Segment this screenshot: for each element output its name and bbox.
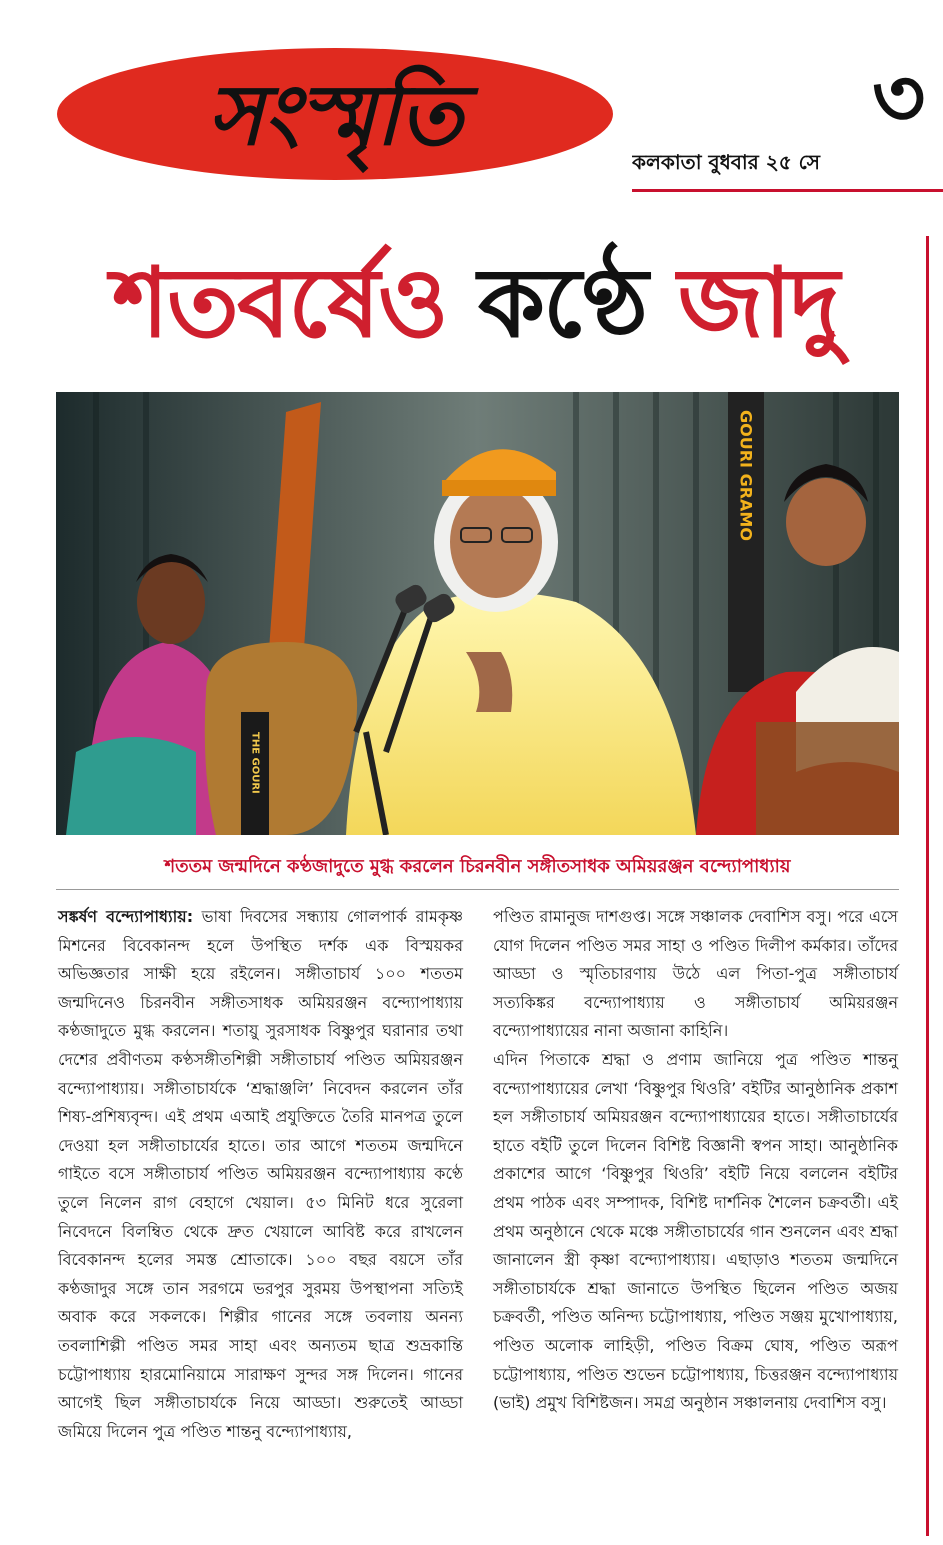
edition-date-line: কলকাতা বুধবার ২৫ সে [632,150,820,174]
article-photo [56,392,899,835]
masthead-logo-text: সংস্মৃতি [207,66,463,164]
article-paragraph-2: এদিন পিতাকে শ্রদ্ধা ও প্রণাম জানিয়ে পুত্র পণ্ডিত শান্তনু বন্দ্যোপাধ্যায়ের লেখা ‘বিষ্ণুপুর থিওরি’ বইটির আনুষ্ঠানিক প্রকাশ হল সঙ্গীতাচার্য অমিয়রঞ্জন বন্দ্যোপাধ্যায়ের হাতে। সঙ্গীতাচার্যের হাতে বইটি তুলে দিলেন বিশিষ্ট বিজ্ঞানী স্বপন সাহা। আনুষ্ঠানিক প্রকাশের আগে ‘বিষ্ণুপুর থিওরি’ বইটি নিয়ে বললেন বইটির প্রথম পাঠক এবং সম্পাদক, বিশিষ্ট দার্শনিক শৈলেন চক্রবর্তী। এই প্রথম অনুষ্ঠানে থেকে মঞ্চে সঙ্গীতাচার্যের গান শুনলেন এবং শ্রদ্ধা জানালেন স্ত্রী কৃষ্ণা বন্দ্যোপাধ্যায়। এছাড়াও শততম জন্মদিনে সঙ্গীতাচার্যকে শ্রদ্ধা জানাতে উপস্থিত ছিলেন পণ্ডিত অজয় চক্রবর্তী, পণ্ডিত অনিন্দ্য চট্টোপাধ্যায়, পণ্ডিত সঞ্জয় মুখোপাধ্যায়, পণ্ডিত অলোক লাহিড়ী, পণ্ডিত বিক্রম ঘোষ, পণ্ডিত অরূপ চট্টোপাধ্যায়, পণ্ডিত শুভেন চট্টোপাধ্যায়, চিত্তরঞ্জন বন্দ্যোপাধ্যায় (ভাই) প্রমুখ বিশিষ্টজন। সমগ্র অনুষ্ঠান সঞ্চালনায় দেবাশিস বসু। [493,1049,898,1413]
byline: সঙ্কর্ষণ বন্দ্যোপাধ্যায়: [58,907,194,926]
article-paragraph-1: পণ্ডিত রামানুজ দাশগুপ্ত। সঙ্গে সঞ্চালক দেবাশিস বসু। পরে এসে যোগ দিলেন পণ্ডিত সমর সাহা ও পণ্ডিত দিলীপ কর্মকার। তাঁদের আড্ডা ও স্মৃতিচারণায় উঠে এল পিতা-পুত্র সঙ্গীতাচার্য সত্যকিঙ্কর বন্দ্যোপাধ্যায় ও সঙ্গীতাচার্য অমিয়রঞ্জন বন্দ্যোপাধ্যায়ের নানা অজানা কাহিনি। [493,907,898,1041]
masthead-logo [55,32,615,192]
right-column-rule [926,236,929,1536]
article-column-left [58,903,463,1446]
tanpura-label: THE GOURI [249,732,261,794]
article-left-text: ভাষা দিবসের সন্ধ্যায় গোলপার্ক রামকৃষ্ণ মিশনের বিবেকানন্দ হলে উপস্থিত দর্শক এক বিস্ময়কর অভিজ্ঞতার সাক্ষী হয়ে রইলেন। সঙ্গীতাচার্য ১০০ শততম জন্মদিনেও চিরনবীন সঙ্গীতসাধক অমিয়রঞ্জন বন্দ্যোপাধ্যায় কণ্ঠজাদুতে মুগ্ধ করলেন। শতায়ু সুরসাধক বিষ্ণুপুর ঘরানার তথা দেশের প্রবীণতম কণ্ঠসঙ্গীতশিল্পী সঙ্গীতাচার্য পণ্ডিত অমিয়রঞ্জন বন্দ্যোপাধ্যায়। সঙ্গীতাচার্যকে ‘শ্রদ্ধাঞ্জলি’ নিবেদন করলেন তাঁর শিষ্য-প্রশিষ্যবৃন্দ। এই প্রথম এআই প্রযুক্তিতে তৈরি মানপত্র তুলে দেওয়া হল সঙ্গীতাচার্যের হাতে। তার আগে শততম জন্মদিনে গাইতে বসে সঙ্গীতাচার্য পণ্ডিত অমিয়রঞ্জন বন্দ্যোপাধ্যায় কণ্ঠে তুলে নিলেন রাগ বেহাগে খেয়াল। ৫৩ মিনিট ধরে সুরেলা নিবেদনে বিলম্বিত থেকে দ্রুত খেয়ালে আবিষ্ট করে রাখলেন বিবেকানন্দ হলের সমস্ত শ্রোতাকে। ১০০ বছর বয়সে তাঁর কণ্ঠজাদুর সঙ্গে তান সরগমে ভরপুর সুরময় উপস্থাপনা সত্যিই অবাক করে সকলকে। শিল্পীর গানের সঙ্গে তবলায় অনন্য তবলাশিল্পী পণ্ডিত সমর সাহা এবং অন্যতম ছাত্র শুভ্রকান্তি চট্টোপাধ্যায় হারমোনিয়ামে সারাক্ষণ সুন্দর সঙ্গ দিলেন। গানের আগেই ছিল সঙ্গীতাচার্যকে নিয়ে আড্ডা। শুরুতেই আড্ডা জমিয়ে দিলেন পুত্র পণ্ডিত শান্তনু বন্দ্যোপাধ্যায়, [58,907,463,1441]
page-number: ৩ [872,51,926,146]
edition-rule [632,189,943,192]
caption-rule [56,889,899,890]
headline-part-3: জাদু [677,247,838,359]
article-paragraph [58,903,463,1446]
headline-part-2: কণ্ঠে [477,247,647,359]
headline-part-1: শতবর্ষেও [112,247,447,359]
photo-caption: শততম জন্মদিনে কণ্ঠজাদুতে মুগ্ধ করলেন চিরনবীন সঙ্গীতসাধক অমিয়রঞ্জন বন্দ্যোপাধ্যায় [164,856,791,877]
article-column-right [493,903,898,1418]
headline [40,238,910,368]
side-banner-label: GOURI GRAMO [736,410,756,541]
